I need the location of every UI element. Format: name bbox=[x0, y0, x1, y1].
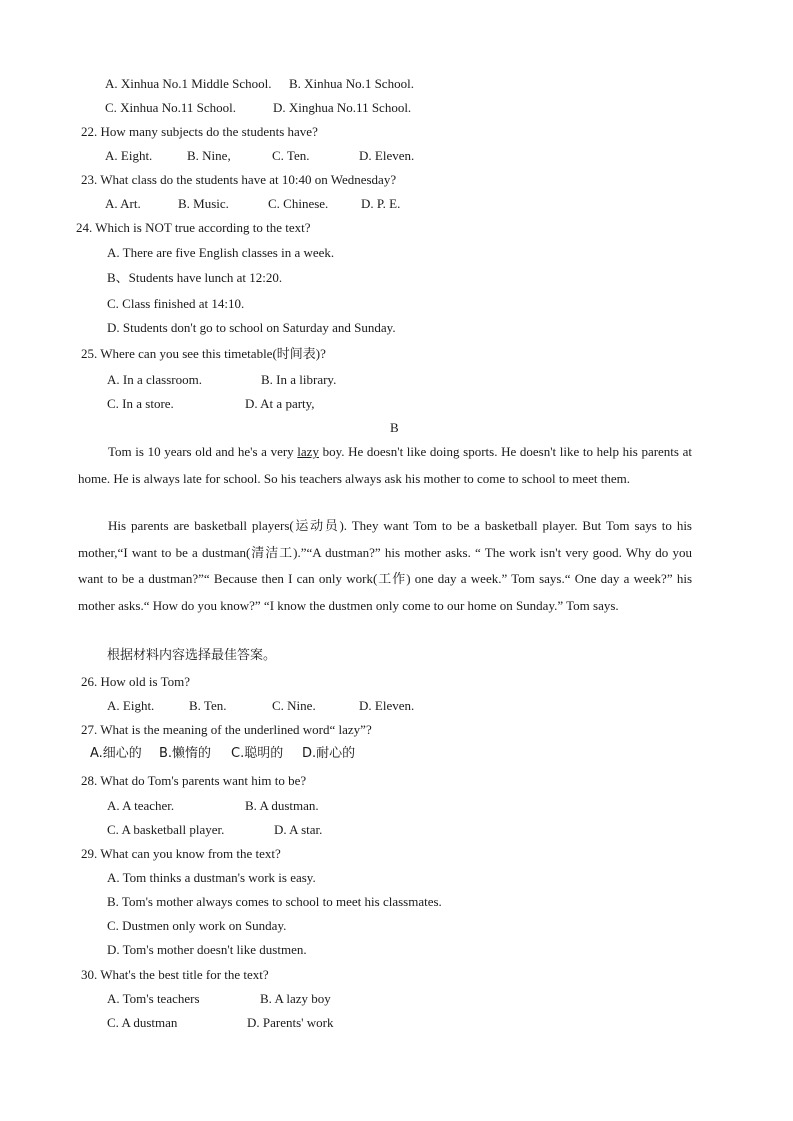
q21-option-c: C. Xinhua No.11 School. bbox=[105, 100, 236, 115]
q28-option-d: D. A star. bbox=[274, 822, 323, 837]
q30-option-a: A. Tom's teachers bbox=[107, 991, 200, 1006]
q29-option-a: A. Tom thinks a dustman's work is easy. bbox=[107, 870, 316, 885]
q22-stem: 22. How many subjects do the students have? bbox=[81, 124, 318, 139]
q25-stem: 25. Where can you see this timetable(时间表)? bbox=[81, 346, 326, 361]
q27-option-d: D.耐心的 bbox=[302, 746, 356, 761]
q22-option-d: D. Eleven. bbox=[359, 148, 415, 163]
q25-option-c: C. In a store. bbox=[107, 396, 174, 411]
q25-option-a: A. In a classroom. bbox=[107, 372, 202, 387]
q30-option-d: D. Parents' work bbox=[247, 1015, 334, 1030]
passage-paragraph-1 bbox=[78, 439, 692, 492]
q25-option-b: B. In a library. bbox=[261, 372, 337, 387]
q26-option-c: C. Nine. bbox=[272, 698, 316, 713]
section-b-instruction: 根据材料内容选择最佳答案。 bbox=[107, 648, 277, 663]
q30-option-b: B. A lazy boy bbox=[260, 991, 331, 1006]
q22-option-b: B. Nine, bbox=[187, 148, 231, 163]
q24-option-c: C. Class finished at 14:10. bbox=[107, 296, 245, 311]
underlined-word-lazy: lazy bbox=[297, 444, 319, 459]
q30-stem: 30. What's the best title for the text? bbox=[81, 967, 269, 982]
q21-option-b: B. Xinhua No.1 School. bbox=[289, 76, 414, 91]
q23-option-d: D. P. E. bbox=[361, 196, 401, 211]
q26-option-d: D. Eleven. bbox=[359, 698, 415, 713]
q24-option-a: A. There are five English classes in a week. bbox=[107, 245, 335, 260]
q22-option-c: C. Ten. bbox=[272, 148, 310, 163]
passage-p1-start: Tom is 10 years old and he's a very bbox=[108, 444, 298, 459]
passage-p1-end: boy. He doesn't like doing sports. He doesn't like to help his parents at home. He is always late for school. So his teachers always ask his mother to come to school to meet them. bbox=[78, 444, 692, 486]
q29-stem: 29. What can you know from the text? bbox=[81, 846, 281, 861]
q26-option-b: B. Ten. bbox=[189, 698, 227, 713]
q28-option-c: C. A basketball player. bbox=[107, 822, 225, 837]
q29-option-b: B. Tom's mother always comes to school to meet his classmates. bbox=[107, 894, 442, 909]
q30-option-c: C. A dustman bbox=[107, 1015, 178, 1030]
q28-option-a: A. A teacher. bbox=[107, 798, 175, 813]
q25-option-d: D. At a party, bbox=[245, 396, 315, 411]
q23-option-c: C. Chinese. bbox=[268, 196, 329, 211]
q27-option-c: C.聪明的 bbox=[231, 746, 284, 761]
q27-option-b: B.懒惰的 bbox=[159, 746, 212, 761]
section-b-heading: B bbox=[390, 420, 399, 435]
q21-option-a: A. Xinhua No.1 Middle School. bbox=[105, 76, 272, 91]
q27-option-a: A.细心的 bbox=[90, 746, 142, 761]
q29-option-c: C. Dustmen only work on Sunday. bbox=[107, 918, 287, 933]
q22-option-a: A. Eight. bbox=[105, 148, 153, 163]
q26-stem: 26. How old is Tom? bbox=[81, 674, 190, 689]
q29-option-d: D. Tom's mother doesn't like dustmen. bbox=[107, 942, 307, 957]
passage-paragraph-2: His parents are basketball players(运动员). They want Tom to be a basketball player. But Tom says to his mother,“I want to be a dustman(清洁工).”“A dustman?” his mother asks. “ The work isn't very good. Why do you want to be a dustman?”“ Because then I can only work(工作) one day a week.” Tom says.“ One day a week?” his mother asks.“ How do you know?” “I know the dustmen only come to our home on Sunday.” Tom says. bbox=[78, 518, 692, 613]
q23-option-b: B. Music. bbox=[178, 196, 229, 211]
q26-option-a: A. Eight. bbox=[107, 698, 155, 713]
q24-option-d: D. Students don't go to school on Saturday and Sunday. bbox=[107, 320, 396, 335]
q28-option-b: B. A dustman. bbox=[245, 798, 319, 813]
q23-option-a: A. Art. bbox=[105, 196, 141, 211]
q27-stem: 27. What is the meaning of the underlined word“ lazy”? bbox=[81, 722, 372, 737]
q24-stem: 24. Which is NOT true according to the text? bbox=[76, 220, 311, 235]
q23-stem: 23. What class do the students have at 10:40 on Wednesday? bbox=[81, 172, 397, 187]
q21-option-d: D. Xinghua No.11 School. bbox=[273, 100, 412, 115]
q28-stem: 28. What do Tom's parents want him to be? bbox=[81, 773, 307, 788]
q24-option-b: B、Students have lunch at 12:20. bbox=[107, 270, 283, 285]
